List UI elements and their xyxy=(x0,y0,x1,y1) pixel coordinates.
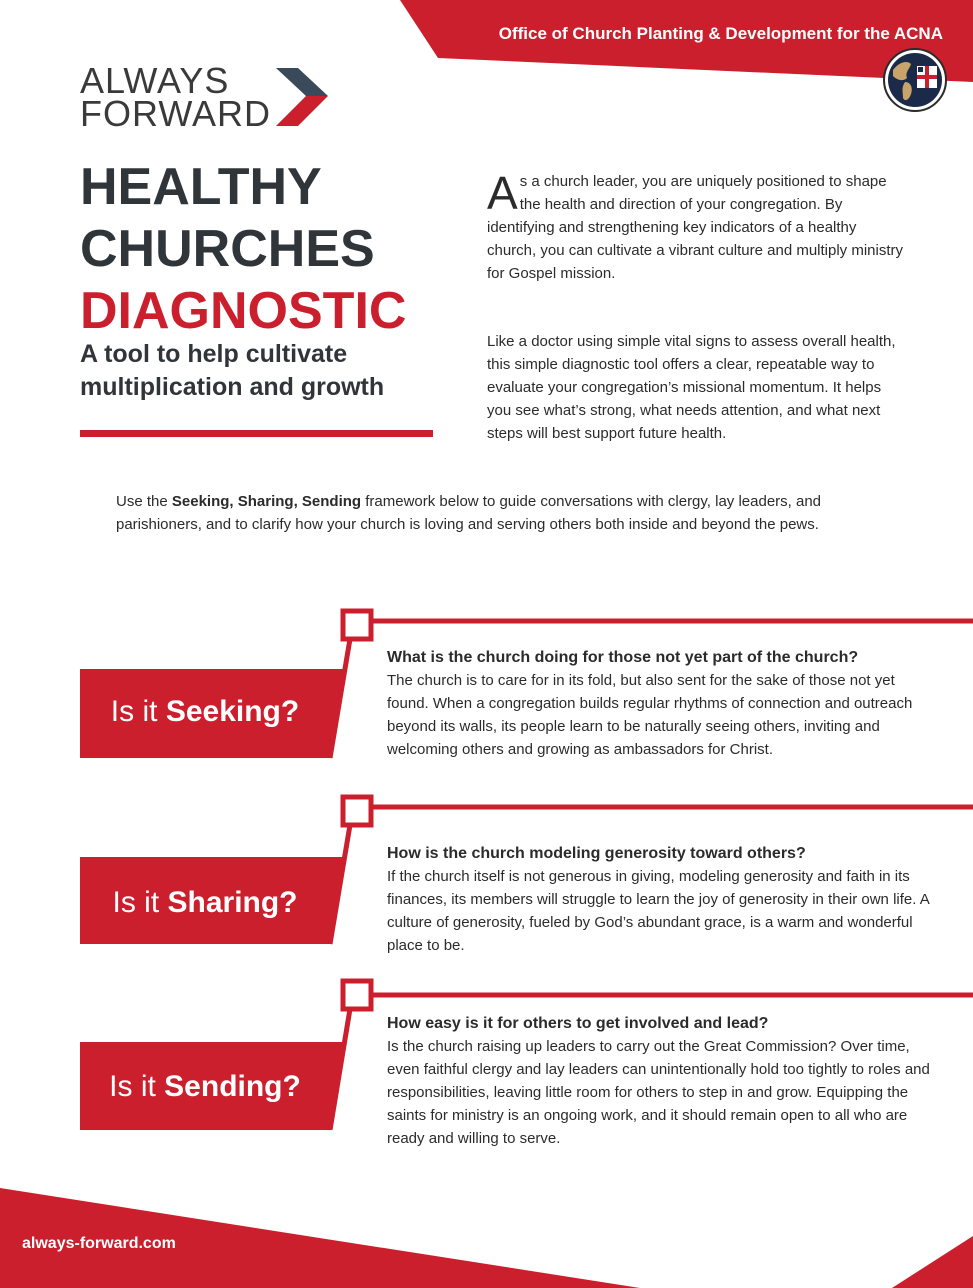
seeking-question: What is the church doing for those not yet part of the church? xyxy=(387,649,859,666)
sending-label-word: Sending? xyxy=(164,1070,301,1103)
sending-body: Is the church raising up leaders to carry out the Great Commission? Over time, even faithful clergy and lay leaders can unintentionally hold too tightly to roles and responsibilities, leaving little room for others to step in and grow. Equipping the saints for ministry is an ongoing work, and it should remain open to all who are ready and willing to serve. xyxy=(387,1038,930,1147)
logo-line-1: ALWAYS xyxy=(80,60,230,101)
seeking-content xyxy=(387,646,932,761)
framework-bold: Seeking, Sharing, Sending xyxy=(171,493,362,510)
seeking-body: The church is to care for in its fold, but also sent for the sake of those not yet found. When a congregation builds regular rhythms of connection and outreach beyond its walls, its people learn to be naturally seeing others, inviting and welcoming others and growing as ambassadors for Christ. xyxy=(387,672,913,758)
intro-paragraph-2: Like a doctor using simple vital signs to assess overall health, this simple diagnostic tool offers a clear, repeatable way to evaluate your congregation’s missional momentum. It helps you see what’s strong, what needs attention, and what next steps will best support future health. xyxy=(487,333,896,442)
sharing-body: If the church itself is not generous in giving, modeling generosity and faith in its finances, its members will struggle to learn the joy of generosity in their own life. A culture of generosity, fueled by God’s abundant grace, is a warm and wonderful place to be. xyxy=(387,868,929,954)
seeking-label-word: Seeking? xyxy=(165,695,300,728)
intro-paragraph-1 xyxy=(487,167,907,285)
title-line-3: DIAGNOSTIC xyxy=(80,282,407,340)
sending-content xyxy=(387,1012,932,1150)
sharing-question: How is the church modeling generosity toward others? xyxy=(387,845,806,862)
org-name: Office of Church Planting & Development for the ACNA xyxy=(498,24,943,43)
sharing-label xyxy=(80,884,330,922)
logo-line-2: FORWARD xyxy=(80,93,271,134)
acna-globe-seal-icon xyxy=(883,48,947,112)
drop-cap: A xyxy=(487,167,518,219)
sending-question: How easy is it for others to get involved and lead? xyxy=(387,1015,769,1032)
framework-text-after: framework below to guide conversations with clergy, lay leaders, and parishioners, and to clarify how your church is loving and serving others both inside and beyond the pews. xyxy=(116,493,822,533)
subtitle: A tool to help cultivate multiplication and growth xyxy=(80,340,385,401)
seeking-label xyxy=(80,693,330,731)
sharing-label-word: Sharing? xyxy=(167,886,298,919)
logo-wordmark xyxy=(80,60,271,134)
footer-banner xyxy=(0,1180,973,1288)
intro-paragraph-1-text: s a church leader, you are uniquely positioned to shape the health and direction of your congregation. By identifying and strengthening key indicators of a healthy church, you can cultivate a vibrant culture and multiply ministry for Gospel mission. xyxy=(487,173,904,282)
title-line-1: HEALTHY xyxy=(80,158,322,216)
title-line-2: CHURCHES xyxy=(80,220,375,278)
footer-website-link[interactable]: always-forward.com xyxy=(22,1235,176,1252)
framework-text-before: Use the xyxy=(116,493,172,510)
sharing-label-prefix: Is it xyxy=(112,886,168,919)
seeking-label-prefix: Is it xyxy=(110,695,166,728)
title-divider xyxy=(80,430,433,437)
chevron-arrow-icon xyxy=(272,66,334,128)
framework-paragraph xyxy=(116,490,876,536)
sending-label xyxy=(80,1068,330,1106)
sharing-content xyxy=(387,842,932,957)
sending-label-prefix: Is it xyxy=(109,1070,165,1103)
